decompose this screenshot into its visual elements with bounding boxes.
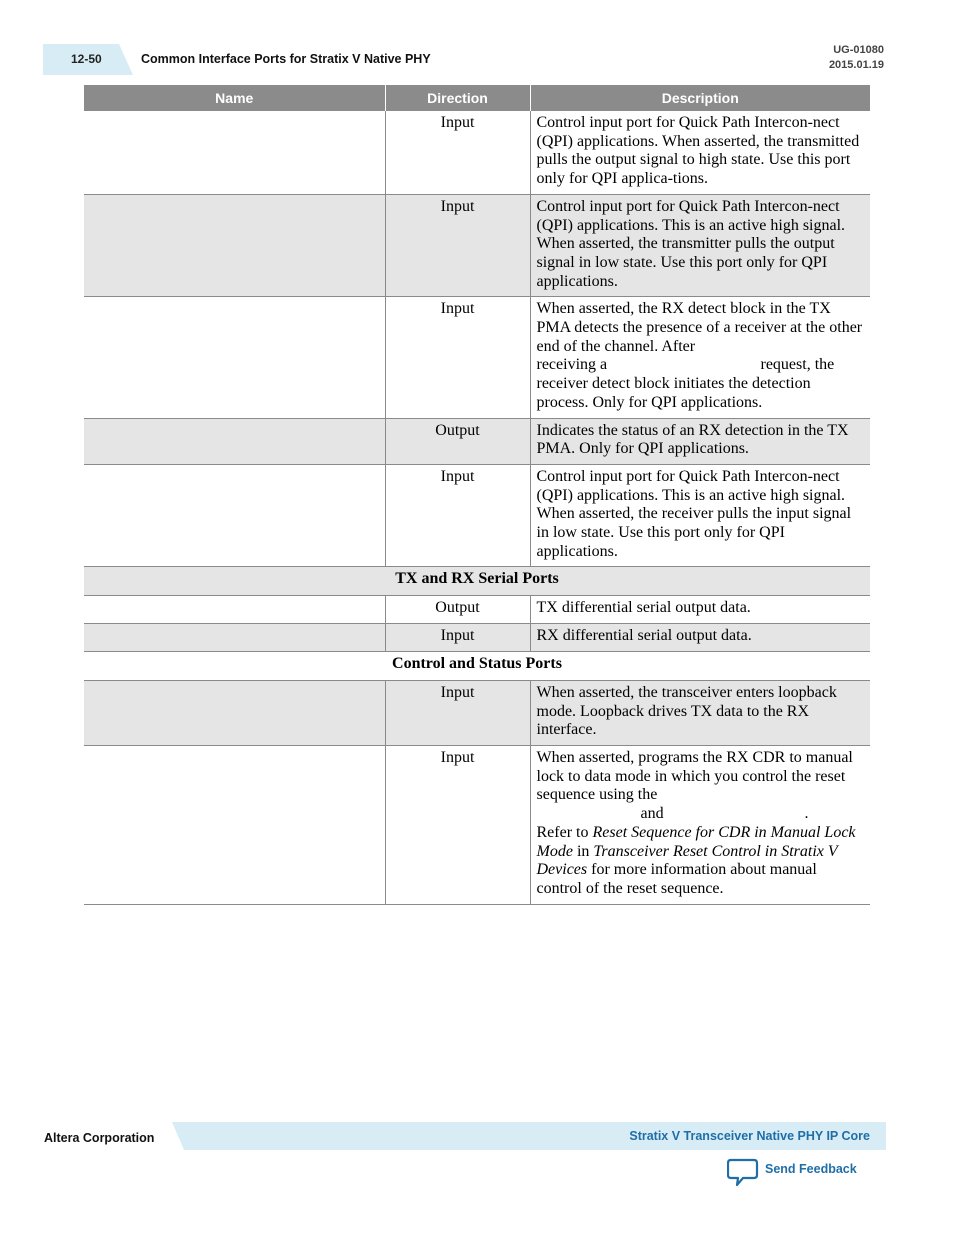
description-text: . xyxy=(804,805,809,823)
document-id: UG-01080 xyxy=(833,44,884,56)
port-direction-cell: Input xyxy=(385,111,530,194)
port-description-cell: RX differential serial output data. xyxy=(530,624,870,652)
port-description-cell: Control input port for Quick Path Intercon-nect (QPI) applications. This is an active high signal. When asserted, the transmitter pulls the output signal in low state. Use this port only for QPI applications. xyxy=(530,194,870,297)
port-direction-cell: Input xyxy=(385,464,530,567)
reference-suffix: for more information about manual control of the reset sequence. xyxy=(536,861,817,897)
port-description-cell: Control input port for Quick Path Intercon-nect (QPI) applications. When asserted, the transmitted pulls the output signal to high state. Use this port only for QPI applica-tions. xyxy=(530,111,870,194)
footer-company: Altera Corporation xyxy=(44,1131,155,1145)
ports-table xyxy=(84,85,870,905)
reference-link-cdr-manual-lock[interactable]: Reset Sequence for CDR in Manual Lock Mode xyxy=(536,823,856,860)
table-row xyxy=(84,297,870,418)
port-direction-cell: Output xyxy=(385,418,530,464)
reference-link-reset-control[interactable]: Transceiver Reset Control in Stratix V Devices xyxy=(536,842,838,879)
port-direction-cell: Input xyxy=(385,745,530,904)
reference-prefix: Refer to xyxy=(536,823,589,841)
table-row xyxy=(84,596,870,624)
port-description-cell: TX differential serial output data. xyxy=(530,596,870,624)
column-header-direction: Direction xyxy=(385,85,530,111)
table-row xyxy=(84,680,870,745)
port-description-cell xyxy=(530,745,870,904)
port-name-cell xyxy=(84,464,385,567)
table-header-row xyxy=(84,85,870,111)
port-direction-cell: Input xyxy=(385,624,530,652)
footer-product-link[interactable]: Stratix V Transceiver Native PHY IP Core xyxy=(629,1129,870,1143)
port-description-cell: When asserted, the transceiver enters loopback mode. Loopback drives TX data to the RX interface. xyxy=(530,680,870,745)
port-name-cell xyxy=(84,596,385,624)
port-name-cell xyxy=(84,111,385,194)
port-name-cell xyxy=(84,194,385,297)
port-name-cell xyxy=(84,624,385,652)
section-heading-control-ports: Control and Status Ports xyxy=(84,651,870,680)
send-feedback-label[interactable]: Send Feedback xyxy=(765,1162,857,1176)
speech-bubble-icon xyxy=(727,1158,759,1188)
section-row-control xyxy=(84,651,870,680)
port-description-cell xyxy=(530,297,870,418)
table-row xyxy=(84,745,870,904)
description-text: receiving a xyxy=(536,356,608,374)
page-number-tab xyxy=(43,44,133,75)
description-text: When asserted, the RX detect block in the TX PMA detects the presence of a receiver at the other end of the channel. After xyxy=(536,300,863,355)
description-paragraph xyxy=(537,749,865,824)
description-text: receiver detect block initiates the detection process. Only for QPI applications. xyxy=(536,375,811,411)
port-direction-cell: Output xyxy=(385,596,530,624)
description-text: request, the xyxy=(760,356,835,374)
section-heading-serial-ports: TX and RX Serial Ports xyxy=(84,567,870,596)
table-row xyxy=(84,624,870,652)
description-text: When asserted, programs the RX CDR to manual lock to data mode in which you control the reset sequence using the xyxy=(536,748,853,804)
port-name-cell xyxy=(84,680,385,745)
column-header-description: Description xyxy=(530,85,870,111)
table-row xyxy=(84,111,870,194)
port-name-cell xyxy=(84,745,385,904)
page-section-title: Common Interface Ports for Stratix V Native PHY xyxy=(141,52,431,66)
port-description-cell: Indicates the status of an RX detection in the TX PMA. Only for QPI applications. xyxy=(530,418,870,464)
footer-band xyxy=(172,1122,886,1150)
reference-in: in xyxy=(576,842,590,860)
table-row xyxy=(84,418,870,464)
document-date: 2015.01.19 xyxy=(828,59,884,71)
document-id-block xyxy=(829,43,884,73)
page-number: 12-50 xyxy=(71,52,102,66)
table-row xyxy=(84,464,870,567)
column-header-name: Name xyxy=(84,85,385,111)
description-text: and xyxy=(640,805,664,823)
port-direction-cell: Input xyxy=(385,680,530,745)
port-direction-cell: Input xyxy=(385,194,530,297)
port-name-cell xyxy=(84,297,385,418)
reference-paragraph xyxy=(537,824,865,899)
port-name-cell xyxy=(84,418,385,464)
port-direction-cell: Input xyxy=(385,297,530,418)
port-description-cell: Control input port for Quick Path Intercon-nect (QPI) applications. This is an active high signal. When asserted, the receiver pulls the input signal in low state. Use this port only for QPI applications. xyxy=(530,464,870,567)
section-row-serial xyxy=(84,567,870,596)
table-row xyxy=(84,194,870,297)
